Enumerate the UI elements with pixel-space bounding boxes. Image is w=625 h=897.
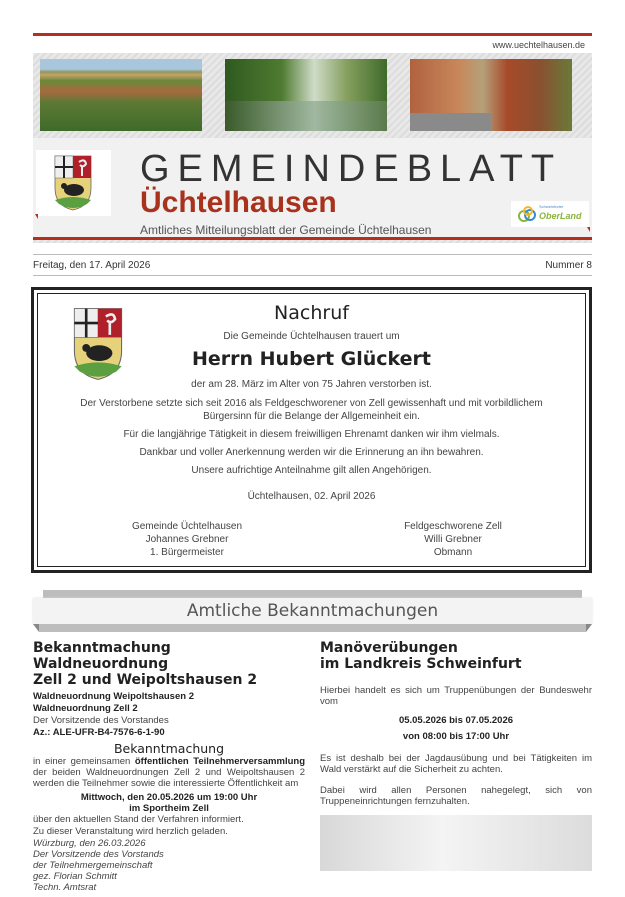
signature-block-feldgeschworene [353, 520, 553, 559]
signature-lines [33, 838, 305, 893]
signature-name: Willi Grebner [424, 534, 482, 545]
reference-weipoltshausen: Waldneuordnung Weipoltshausen 2 [33, 691, 194, 702]
signature-name: Johannes Grebner [145, 534, 229, 545]
signature-role: Obmann [433, 547, 473, 558]
coat-of-arms-icon [53, 154, 93, 212]
corner-mark [587, 227, 590, 232]
article-manoever [320, 640, 592, 807]
signature-role: 1. Bürgermeister [150, 547, 224, 558]
meeting-date: Mittwoch, den 20.05.2026 um 19:00 Uhr [80, 792, 258, 803]
obituary-intro: Die Gemeinde Üchtelhausen trauert um [223, 331, 400, 342]
publication-tagline: Amtliches Mitteilungsblatt der Gemeinde Üchtelhausen [140, 223, 432, 237]
obituary-paragraph: Für die langjährige Tätigkeit in diesem freiwilligen Ehrenamt danken wir ihm vielmals. [123, 429, 500, 440]
article-title-line1: Bekanntmachung Waldneuordnung [33, 640, 171, 672]
obituary-inner-frame [37, 293, 586, 567]
photo-tree-lined-river [225, 59, 387, 131]
oberland-logo-big: OberLand [539, 211, 582, 221]
reference-zell: Waldneuordnung Zell 2 [33, 703, 138, 714]
ribbon-fold-left [33, 624, 39, 632]
obituary-paragraph: Der Verstorbene setzte sich seit 2016 als Feldgeschworener von Zell gewissenhaft und mit vorbildlichem [80, 398, 543, 409]
oberland-logo-small: Schweinfurter [539, 204, 564, 209]
signature-org: Feldgeschworene Zell [404, 521, 502, 532]
title-band [33, 138, 592, 240]
publication-title: GEMEINDEBLATT [140, 148, 563, 190]
deceased-name: Herrn Hubert Glückert [191, 348, 431, 370]
obituary-died: der am 28. März im Alter von 75 Jahren verstorben ist. [191, 379, 432, 390]
obituary-place-date: Üchtelhausen, 02. April 2026 [247, 491, 376, 502]
oberland-rings-icon [517, 206, 539, 222]
masthead [33, 53, 592, 243]
sign-line: Der Vorsitzende des Vorstands [33, 849, 164, 860]
section-header [33, 590, 592, 635]
body-text: der beiden Waldneuordnungen Zell 2 und Weipoltshausen 2 werden die Teilnehmer sowie die interessierte Öffentlichkeit am [33, 767, 305, 789]
article-title-line2: Zell 2 und Weipoltshausen 2 [33, 672, 258, 688]
oberland-logo [511, 201, 589, 227]
exercise-times: von 08:00 bis 17:00 Uhr [402, 731, 510, 742]
file-reference: Az.: ALE-UFR-B4-7576-6-1-90 [33, 727, 165, 738]
corner-mark [35, 214, 38, 219]
sign-line: Würzburg, den 26.03.2026 [33, 838, 146, 849]
section-title: Amtliche Bekanntmachungen [186, 601, 439, 621]
body-text: Es ist deshalb bei der Jagdausübung und bei Tätigkeiten im Wald verstärkt auf die Sicherheit zu achten. [320, 753, 592, 775]
obituary-paragraph: Unsere aufrichtige Anteilnahme gilt allen Angehörigen. [191, 465, 432, 476]
municipal-crest [36, 150, 111, 216]
obituary-heading: Nachruf [274, 302, 349, 324]
body-text: über den aktuellen Stand der Verfahren informiert. [33, 814, 244, 825]
body-text: Zu dieser Veranstaltung wird herzlich geladen. [33, 826, 228, 837]
sign-line: gez. Florian Schmitt [33, 871, 117, 882]
obituary-paragraph: Dankbar und voller Anerkennung werden wir die Erinnerung an ihn bewahren. [139, 447, 484, 458]
photo-ivy-farmhouse [410, 59, 572, 131]
signature-block-municipality [87, 520, 287, 559]
body-text: in einer gemeinsamen [33, 756, 135, 767]
exercise-dates: 05.05.2026 bis 07.05.2026 [398, 715, 514, 726]
photo-village-panorama [40, 59, 202, 131]
ribbon-top [43, 590, 582, 598]
ribbon-bottom [39, 624, 586, 632]
obituary-box [31, 287, 592, 573]
signature-org: Gemeinde Üchtelhausen [131, 521, 243, 532]
article-waldneuordnung [33, 640, 305, 893]
body-bold: öffentlichen Teilnehmerversammlung [134, 756, 305, 767]
website-url[interactable]: www.uechtelhausen.de [492, 40, 585, 50]
article-title-line2: im Landkreis Schweinfurt [320, 656, 522, 672]
obituary-paragraph: Bürgersinn für die Belange der Allgemeinheit ein. [203, 411, 420, 422]
announcement-body [33, 756, 305, 789]
ribbon-main [33, 598, 592, 624]
body-text: Hierbei handelt es sich um Truppenübungen der Bundeswehr vom [320, 685, 592, 707]
ribbon-fold-right [586, 624, 592, 632]
top-accent-rule [33, 33, 592, 36]
article-title-line1: Manöverübungen [320, 640, 458, 656]
body-text: Dabei wird allen Personen nahegelegt, sich von Truppeneinrichtungen fernzuhalten. [320, 785, 592, 807]
meeting-location: im Sportheim Zell [129, 803, 209, 814]
sign-line: Techn. Amtsrat [33, 882, 97, 893]
issue-bar [33, 254, 592, 276]
placeholder-ad-box [320, 815, 592, 871]
issue-number: Nummer 8 [545, 260, 592, 271]
announcement-subhead: Bekanntmachung [113, 741, 225, 756]
sign-line: der Teilnehmergemeinschaft [33, 860, 153, 871]
issuer: Der Vorsitzende des Vorstandes [33, 715, 169, 726]
municipality-name: Üchtelhausen [140, 186, 337, 219]
issue-date: Freitag, den 17. April 2026 [33, 260, 151, 271]
